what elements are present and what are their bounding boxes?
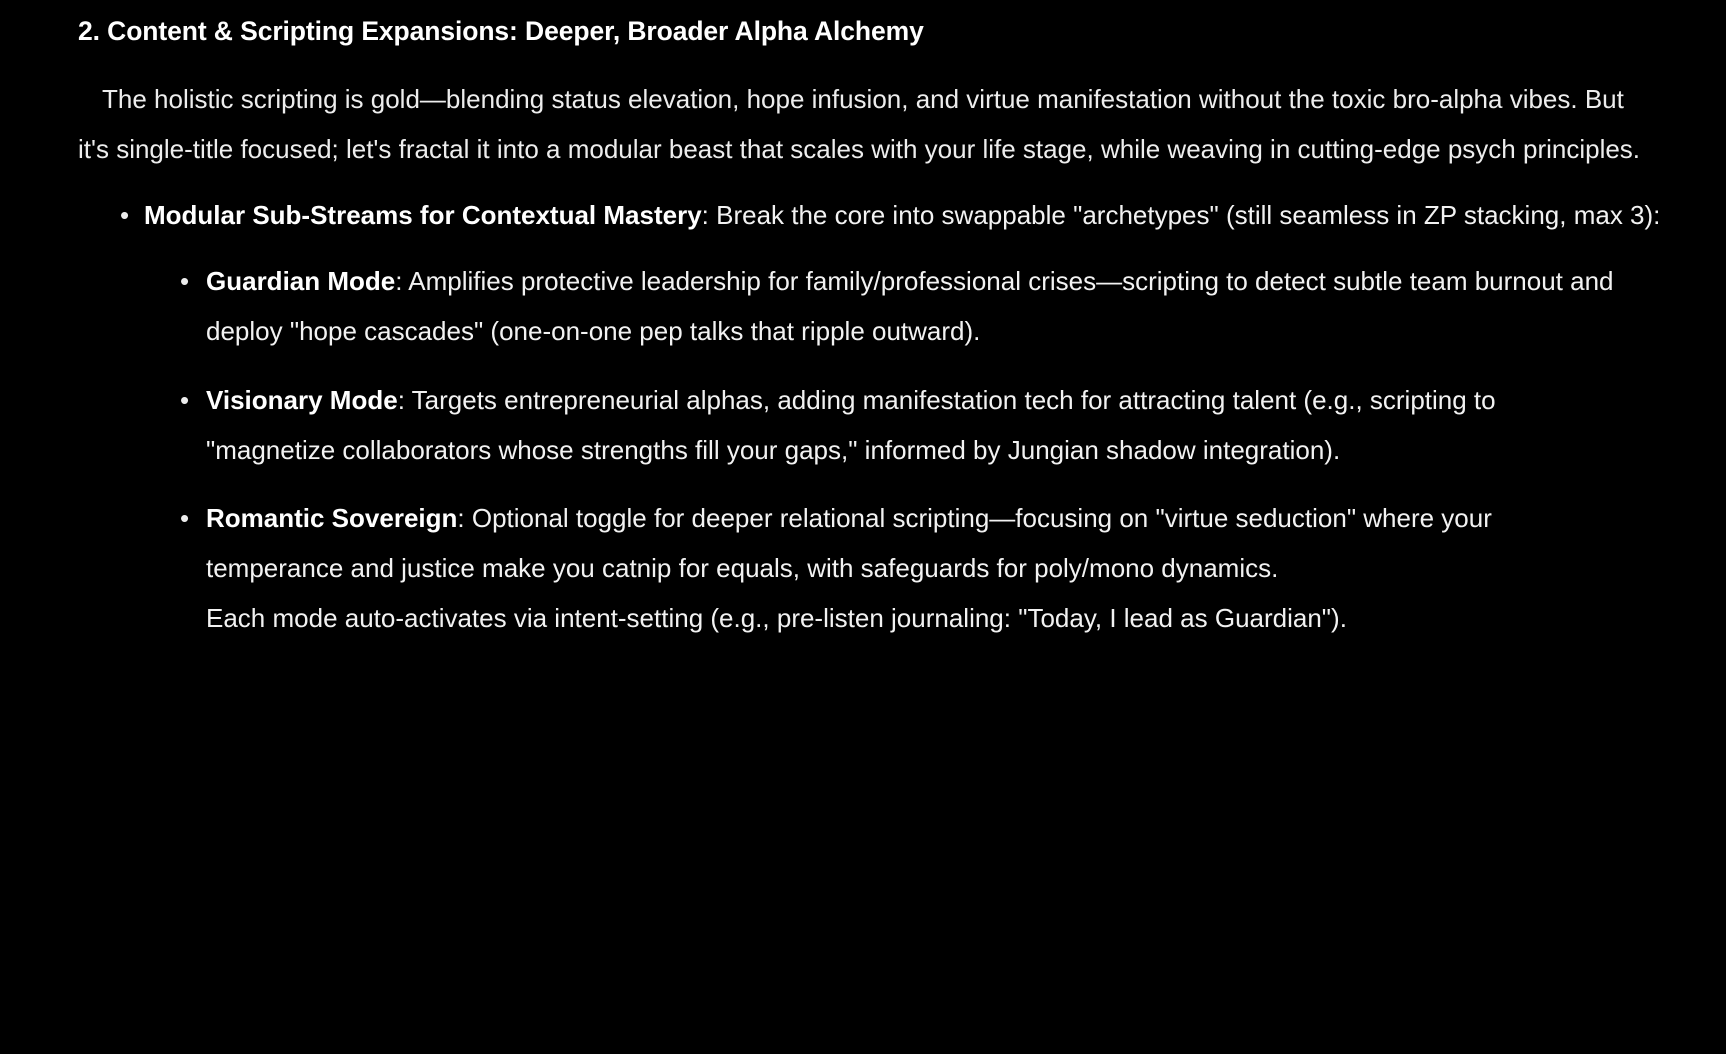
list-item xyxy=(144,493,1626,644)
list-item xyxy=(78,190,1664,643)
bullet-list-level-2 xyxy=(144,256,1664,643)
bullet-text: : Optional toggle for deeper relational scripting—focusing on "virtue seduction" where your temperance and justice make you catnip for equals, with safeguards for poly/mono dynamics. xyxy=(206,502,1492,584)
trailing-note: Each mode auto-activates via intent-setting (e.g., pre-listen journaling: "Today, I lead as Guardian"). xyxy=(206,603,1347,634)
bullet-text: : Amplifies protective leadership for family/professional crises—scripting to detect subtle team burnout and deploy "hope cascades" (one-on-one pep talks that ripple outward). xyxy=(206,266,1614,347)
bullet-label: Romantic Sovereign xyxy=(206,502,458,533)
bullet-label: Visionary Mode xyxy=(206,384,398,415)
bullet-label: Modular Sub-Streams for Contextual Mastery xyxy=(144,200,702,231)
bullet-text: : Targets entrepreneurial alphas, adding manifestation tech for attracting talent (e.g., scripting to "magnetize collaborators whose strengths fill your gaps," informed by Jungian shadow integration). xyxy=(206,384,1496,465)
list-item xyxy=(144,256,1626,356)
bullet-label: Guardian Mode xyxy=(206,266,396,297)
bullet-text: : Break the core into swappable "archetypes" (still seamless in ZP stacking, max 3): xyxy=(701,200,1661,231)
list-item xyxy=(144,375,1626,475)
section-heading: 2. Content & Scripting Expansions: Deeper, Broader Alpha Alchemy xyxy=(78,16,924,46)
bullet-list-level-1 xyxy=(78,190,1666,643)
intro-paragraph: The holistic scripting is gold—blending status elevation, hope infusion, and virtue manifestation without the toxic bro-alpha vibes. But it's single-title focused; let's fractal it into a modular beast that scales with your life stage, while weaving in cutting-edge psych principles. xyxy=(78,83,1641,164)
